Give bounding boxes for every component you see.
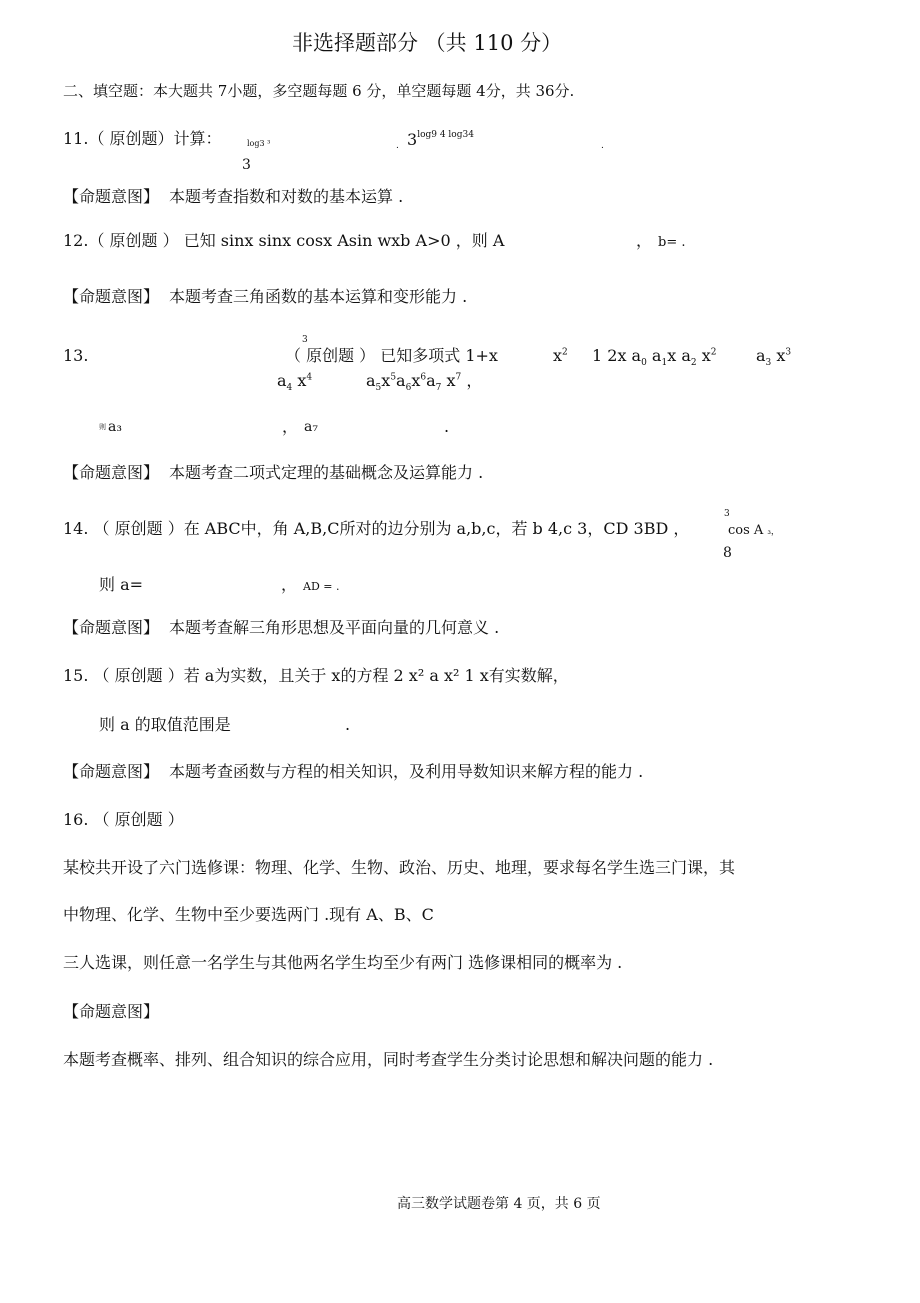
q16-label: 16. （ 原创题 ） (63, 810, 184, 829)
q14-ad: AD = . (303, 580, 340, 593)
q16-paragraph-1: 某校共开设了六门选修课：物理、化学、生物、政治、历史、地理，要求每名学生选三门课，其 (63, 858, 736, 877)
q13-a3-answer: a₃ (108, 419, 122, 435)
q14-fraction-top: 3 (724, 509, 730, 519)
q16-paragraph-3: 三人选课，则任意一名学生与其他两名学生均至少有两门 选修课相同的概率为 . (63, 953, 623, 972)
q13-intent: 【命题意图】 本题考查二项式定理的基础概念及运算能力 . (63, 463, 484, 482)
intent-tag: 【命题意图】 (63, 618, 160, 637)
q15-intent: 【命题意图】 本题考查函数与方程的相关知识，及利用导数知识来解方程的能力 . (63, 762, 644, 781)
page-footer: 高三数学试题卷第 4 页，共 6 页 (397, 1196, 601, 1212)
q11-expression: $3^{log9 4 log34}$ (407, 129, 474, 149)
q14-cos: cos A ₃， (728, 523, 780, 538)
q13-a3-x3: $a_3$ $x^3$ (756, 346, 792, 369)
q16-paragraph-2: 中物理、化学、生物中至少要选两门 .现有 A、B、C (63, 905, 434, 924)
q11-label: 11.（ 原创题）计算： (63, 129, 222, 148)
q16-intent-tag: 【命题意图】 (63, 1002, 160, 1021)
q12-b-label: b= . (658, 235, 686, 250)
intent-tag: 【命题意图】 (63, 762, 160, 781)
q13-dot: . (444, 417, 450, 436)
page-title: 非选择题部分 （共 110 分） (292, 31, 563, 55)
intent-tag: 【命题意图】 (63, 187, 160, 206)
q13-comma: ， (282, 417, 299, 436)
q12-label: 12.（ 原创题 ） 已知 sinx sinx cosx Asin wxb A>0 ，则 A (63, 231, 505, 250)
q13-ze-small: 则 (99, 423, 106, 431)
q13-x2: $x^2$ (553, 346, 568, 365)
q13-expression-mid: 1 2x $a_0$ $a_1x$ $a_2$ $x^2$ (592, 346, 717, 369)
section-intro: 二、填空题：本大题共 7小题，多空题每题 6 分，单空题每题 4分，共 36分. (63, 82, 575, 100)
q11-dot-1: . (396, 141, 399, 151)
q13-number: 13. (63, 346, 89, 365)
q12-comma: ， (636, 231, 653, 250)
intent-tag: 【命题意图】 (63, 463, 160, 482)
q11-intent: 【命题意图】 本题考查指数和对数的基本运算 . (63, 187, 404, 206)
q16-intent: 本题考查概率、排列、组合知识的综合应用，同时考查学生分类讨论思想和解决问题的能力 . (63, 1050, 714, 1069)
q14-comma: ， (281, 575, 298, 594)
q13-line-1: （ 原创题 ） 已知多项式 1+x (285, 346, 498, 365)
q11-dot-2: . (601, 141, 604, 151)
intent-tag: 【命题意图】 (63, 287, 160, 306)
q15-label: 15. （ 原创题 ）若 a为实数，且关于 x的方程 2 x² a x² 1 x有实数解， (63, 666, 569, 685)
q13-line-2: $a_4$ $x^4$ (277, 371, 313, 394)
q13-sup-3: 3 (302, 335, 308, 345)
q15-dot: . (345, 715, 351, 734)
q11-log-small: log3 ³ (247, 139, 271, 148)
q12-intent: 【命题意图】 本题考查三角函数的基本运算和变形能力 . (63, 287, 468, 306)
q11-three-below: 3 (242, 157, 251, 173)
q13-a7-answer: a₇ (304, 419, 318, 435)
q13-line-2b: $a_5x^5a_6x^6a_7$ $x^7$ ， (366, 371, 483, 394)
q14-label: 14. （ 原创题 ）在 ABC中，角 A,B,C所对的边分别为 a,b,c，若 b 4,c 3，CD 3BD ， (63, 519, 690, 538)
q14-ze: 则 a= (99, 575, 144, 594)
q14-fraction-bottom: 8 (723, 545, 732, 561)
q15-line-2: 则 a 的取值范围是 (99, 715, 231, 734)
q14-intent: 【命题意图】 本题考查解三角形思想及平面向量的几何意义 . (63, 618, 500, 637)
